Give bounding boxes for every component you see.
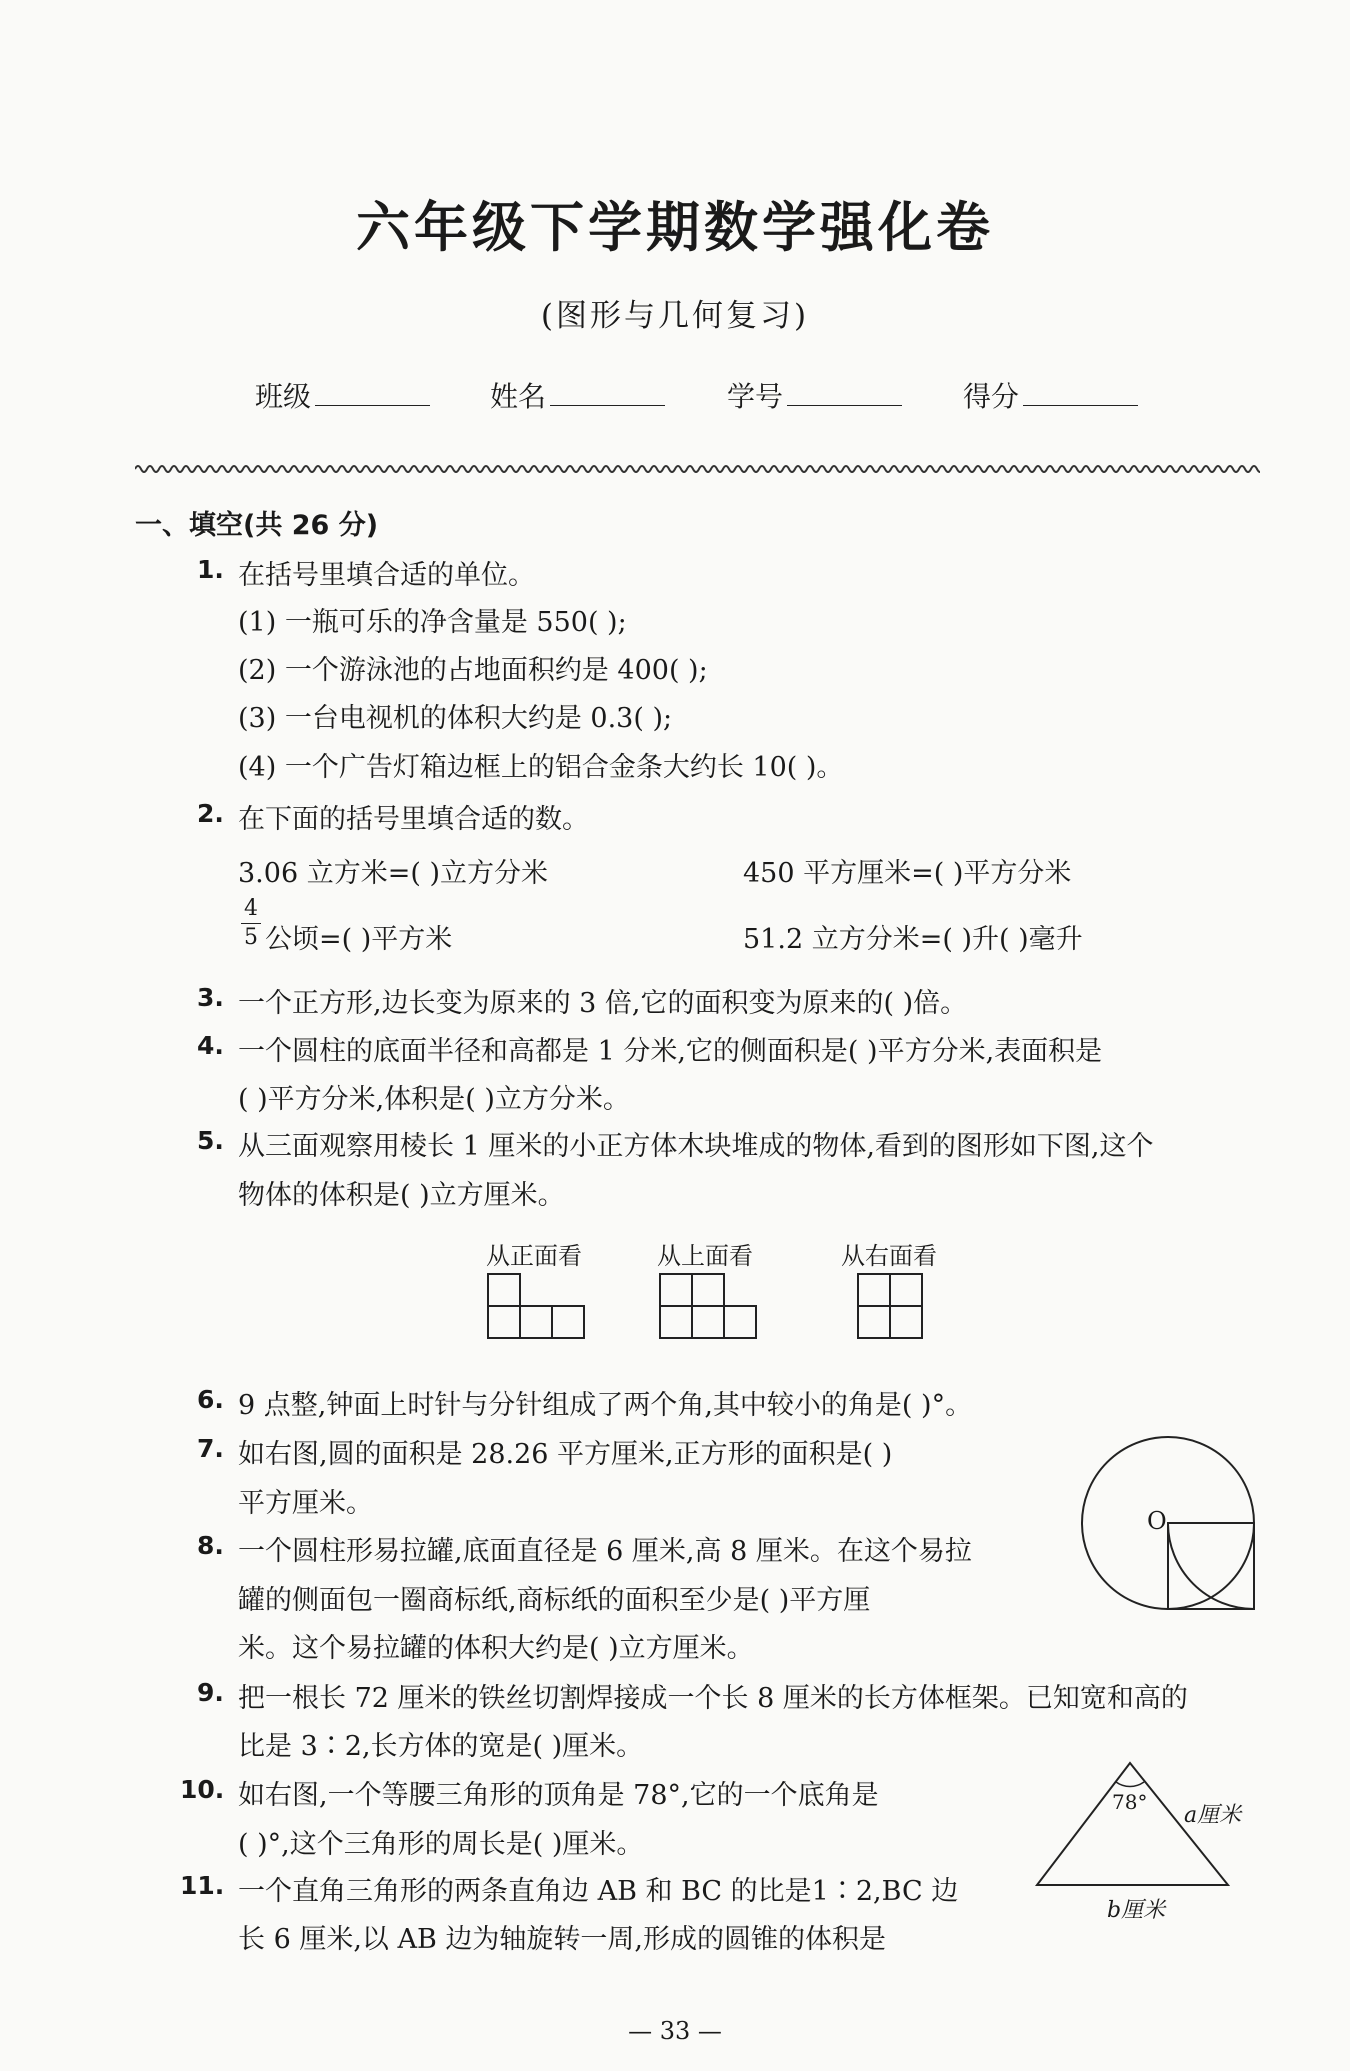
q1-item: (1) 一瓶可乐的净含量是 550( );	[238, 607, 627, 638]
apex-angle-label: 78°	[1112, 1790, 1148, 1814]
q8-line3: 米。这个易拉罐的体积大约是( )立方厘米。	[238, 1633, 754, 1664]
q8-line1: 一个圆柱形易拉罐,底面直径是 6 厘米,高 8 厘米。在这个易拉	[238, 1536, 972, 1567]
q8-number: 8.	[197, 1531, 224, 1560]
q2-a: 3.06 立方米=( )立方分米	[238, 858, 548, 889]
score-label: 得分	[963, 380, 1020, 413]
class-label: 班级	[255, 380, 312, 413]
q2-c: 公顷=( )平方米	[265, 924, 453, 955]
top-view-figure	[652, 1272, 762, 1342]
name-label: 姓名	[490, 380, 547, 413]
q5-line2: 物体的体积是( )立方厘米。	[238, 1180, 565, 1211]
q6-number: 6.	[197, 1385, 224, 1414]
view-label-top: 从上面看	[657, 1242, 753, 1270]
side-length-label: a厘米	[1184, 1803, 1242, 1828]
q11-number: 11.	[180, 1871, 225, 1900]
view-label-right: 从右面看	[841, 1242, 937, 1270]
q4-number: 4.	[197, 1031, 224, 1060]
page-number: — 33 —	[628, 2017, 722, 2045]
q4-line2: ( )平方分米,体积是( )立方分米。	[238, 1084, 630, 1115]
q1-number: 1.	[197, 555, 224, 584]
q7-line2: 平方厘米。	[238, 1488, 373, 1519]
wavy-divider	[135, 462, 1260, 476]
page-title: 六年级下学期数学强化卷	[356, 195, 994, 259]
base-length-label: b厘米	[1107, 1898, 1166, 1923]
q2-fraction	[239, 895, 263, 952]
q6-text: 9 点整,钟面上时针与分针组成了两个角,其中较小的角是( )°。	[238, 1390, 973, 1421]
q9-number: 9.	[197, 1678, 224, 1707]
q8-line2: 罐的侧面包一圈商标纸,商标纸的面积至少是( )平方厘	[238, 1585, 871, 1616]
q7-line1: 如右图,圆的面积是 28.26 平方厘米,正方形的面积是( )	[238, 1439, 893, 1470]
q9-line1: 把一根长 72 厘米的铁丝切割焊接成一个长 8 厘米的长方体框架。已知宽和高的	[238, 1683, 1188, 1714]
q1-item: (2) 一个游泳池的占地面积约是 400( );	[238, 655, 708, 686]
q7-number: 7.	[197, 1434, 224, 1463]
q5-line1: 从三面观察用棱长 1 厘米的小正方体木块堆成的物体,看到的图形如下图,这个	[238, 1131, 1154, 1162]
fraction-denominator: 5	[244, 925, 258, 950]
q3-number: 3.	[197, 983, 224, 1012]
score-blank[interactable]	[1023, 379, 1138, 406]
page-subtitle: (图形与几何复习)	[540, 298, 810, 334]
student-id-label: 学号	[727, 380, 784, 413]
q11-line1: 一个直角三角形的两条直角边 AB 和 BC 的比是1∶2,BC 边	[238, 1876, 959, 1907]
name-blank[interactable]	[550, 379, 665, 406]
q2-d: 51.2 立方分米=( )升( )毫升	[743, 924, 1083, 955]
class-blank[interactable]	[315, 379, 430, 406]
circle-square-figure	[1075, 1430, 1265, 1620]
q10-number: 10.	[180, 1775, 225, 1804]
q5-number: 5.	[197, 1126, 224, 1155]
q2-number: 2.	[197, 799, 224, 828]
q2-text: 在下面的括号里填合适的数。	[238, 804, 589, 835]
front-view-figure	[480, 1272, 590, 1342]
student-id-blank[interactable]	[787, 379, 902, 406]
score-field[interactable]	[963, 375, 1138, 415]
q10-line2: ( )°,这个三角形的周长是( )厘米。	[238, 1829, 644, 1860]
q1-item: (3) 一台电视机的体积大约是 0.3( );	[238, 703, 673, 734]
view-label-front: 从正面看	[486, 1242, 582, 1270]
student-id-field[interactable]	[727, 375, 902, 415]
fraction-numerator: 4	[244, 896, 258, 921]
circle-center-label: O	[1147, 1507, 1167, 1535]
q10-line1: 如右图,一个等腰三角形的顶角是 78°,它的一个底角是	[238, 1780, 879, 1811]
q3-text: 一个正方形,边长变为原来的 3 倍,它的面积变为原来的( )倍。	[238, 988, 968, 1019]
q9-line2: 比是 3∶2,长方体的宽是( )厘米。	[238, 1731, 644, 1762]
q1-text: 在括号里填合适的单位。	[238, 560, 535, 591]
class-field[interactable]	[255, 375, 430, 415]
section-heading: 一、填空(共 26 分)	[135, 510, 379, 541]
q1-item: (4) 一个广告灯箱边框上的铝合金条大约长 10( )。	[238, 752, 844, 783]
q4-line1: 一个圆柱的底面半径和高都是 1 分米,它的侧面积是( )平方分米,表面积是	[238, 1036, 1103, 1067]
right-view-figure	[850, 1272, 930, 1342]
name-field[interactable]	[490, 375, 665, 415]
q2-b: 450 平方厘米=( )平方分米	[743, 858, 1072, 889]
q11-line2: 长 6 厘米,以 AB 边为轴旋转一周,形成的圆锥的体积是	[238, 1924, 887, 1955]
